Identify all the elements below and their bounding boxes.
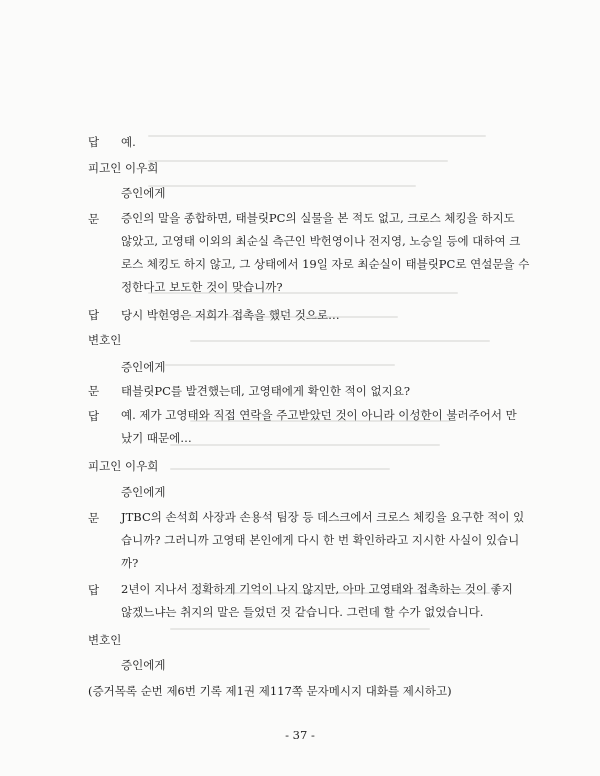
answer-line: 예. 제가 고영태와 직접 연락을 주고받았던 것이 아니라 이성한이 불러주어서 만 — [121, 408, 517, 422]
speaker-label: 문 — [88, 384, 100, 398]
page-number: - 37 - — [285, 728, 315, 742]
answer-line: 않겠느냐는 취지의 말은 들었던 것 같습니다. 그런데 할 수가 없었습니다. — [121, 605, 484, 619]
answer-text — [121, 404, 517, 450]
section-subheading: 증인에게 — [121, 360, 166, 374]
question-line: 까? — [121, 556, 139, 570]
speaker-label: 답 — [88, 583, 100, 597]
speaker-label: 답 — [88, 409, 100, 423]
answer-line: 2년이 지나서 정확하게 기억이 나지 않지만, 아마 고영태와 접촉하는 것이 좋지 — [121, 582, 513, 596]
answer-text — [121, 578, 513, 624]
answer-line: 났기 때문에… — [121, 431, 192, 445]
question-line: 로스 체킹도 하지 않고, 그 상태에서 19일 자로 최순실이 태블릿PC로 연설문을 수 — [121, 257, 530, 271]
evidence-note: (증거목록 순번 제6번 기록 제1권 제117쪽 문자메시지 대화를 제시하고) — [88, 684, 452, 698]
question-text: 태블릿PC를 발견했는데, 고영태에게 확인한 적이 없지요? — [121, 384, 411, 398]
answer-text: 당시 박헌영은 저희가 접촉을 했던 것으로… — [121, 308, 340, 322]
question-text — [121, 207, 529, 299]
speaker-label: 답 — [88, 135, 100, 149]
section-subheading: 증인에게 — [121, 186, 166, 200]
section-heading: 피고인 이우희 — [88, 161, 159, 175]
question-text — [121, 506, 524, 575]
speaker-label: 문 — [88, 212, 100, 226]
question-line: 않았고, 고영태 이외의 최순실 측근인 박헌영이나 전지영, 노승일 등에 대하여 크 — [121, 234, 521, 248]
section-heading: 피고인 이우희 — [88, 459, 159, 473]
section-subheading: 증인에게 — [121, 658, 166, 672]
question-line: 정한다고 보도한 것이 맞습니까? — [121, 280, 283, 294]
section-heading: 변호인 — [88, 633, 122, 647]
question-line: 증인의 말을 종합하면, 태블릿PC의 실물을 본 적도 없고, 크로스 체킹을 하지도 — [121, 211, 515, 225]
question-line: JTBC의 손석희 사장과 손용석 팀장 등 데스크에서 크로스 체킹을 요구한 적이 있 — [121, 510, 525, 524]
section-subheading: 증인에게 — [121, 485, 166, 499]
section-heading: 변호인 — [88, 333, 122, 347]
speaker-label: 문 — [88, 511, 100, 525]
answer-text: 예. — [121, 135, 136, 149]
question-line: 습니까? 그러니까 고영태 본인에게 다시 한 번 확인하라고 지시한 사실이 있습니 — [121, 533, 520, 547]
speaker-label: 답 — [88, 308, 100, 322]
